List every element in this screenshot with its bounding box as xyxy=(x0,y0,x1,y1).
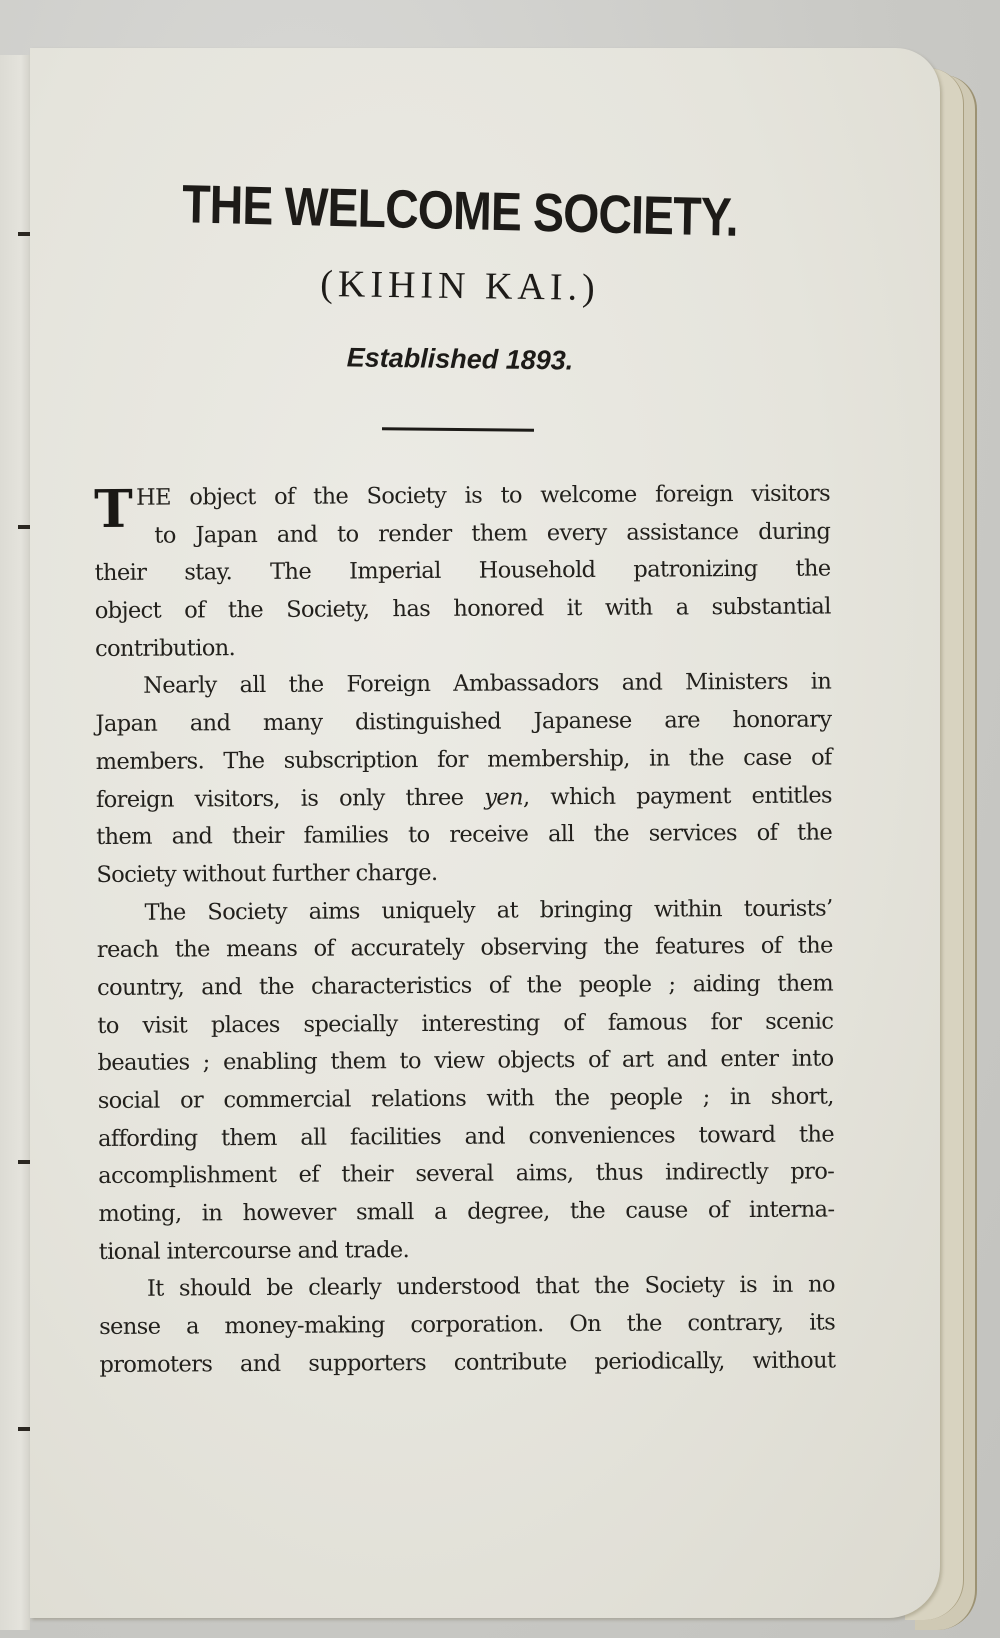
paragraph xyxy=(95,664,832,895)
text-line: their stay. The Imperial Household patronizing the xyxy=(94,555,831,587)
text-line: to visit places specially interesting of famous for scenic xyxy=(97,1008,834,1039)
text-line: beauties ; enabling them to view objects of art and enter into xyxy=(97,1045,834,1077)
body-text xyxy=(94,476,836,1385)
text-line: social or commercial relations with the people ; in short, xyxy=(97,1083,834,1114)
text-line: Nearly all the Foreign Ambassadors and Ministers in xyxy=(143,668,832,700)
text-line: country, and the characteristics of the people ; aiding them xyxy=(97,970,834,1001)
text-line: promoters and supporters contribute periodically, without xyxy=(99,1347,836,1378)
drop-cap: T xyxy=(93,478,133,540)
text-line: affording them all facilities and conveniences toward the xyxy=(97,1121,835,1152)
line-text: , which payment entitles xyxy=(522,781,833,810)
page-subtitle: (KIHIN KAI.) xyxy=(319,263,601,309)
text-line: them and their families to receive all the services of the xyxy=(96,819,833,851)
text-line: The Society aims uniquely at bringing within tourists’ xyxy=(144,895,833,926)
book-page xyxy=(30,48,940,1618)
page-title: THE WELCOME SOCIETY. xyxy=(181,174,739,248)
paragraph xyxy=(99,1267,836,1385)
text-line: members. The subscription for membership, in the case of xyxy=(95,744,832,775)
text-line: Japan and many distinguished Japanese are honorary xyxy=(95,706,832,738)
text-line: It should be clearly understood that the Society is in no xyxy=(146,1271,836,1303)
text-line: sense a money-making corporation. On the contrary, its xyxy=(99,1309,836,1341)
line-text: foreign visitors, is only three xyxy=(95,784,464,813)
line-text: HE object of the Society is to welcome foreign visitors xyxy=(136,480,831,511)
established-line: Established 1893. xyxy=(346,342,574,376)
text-line: contribution. xyxy=(94,634,236,662)
paragraph xyxy=(97,890,835,1271)
text-line: Society without further charge. xyxy=(96,859,438,888)
text-line: object of the Society, has honored it with a substantial xyxy=(94,593,831,625)
text-line: moting, in however small a degree, the cause of interna- xyxy=(98,1196,835,1228)
italic-word: yen xyxy=(484,783,524,811)
text-line xyxy=(96,777,832,819)
text-line: tional intercourse and trade. xyxy=(98,1236,410,1265)
paragraph xyxy=(94,476,831,669)
facing-page-edge xyxy=(0,55,30,1630)
text-line: accomplishment ef their several aims, thus indirectly pro- xyxy=(98,1158,835,1190)
divider-rule xyxy=(382,427,534,432)
text-line: to Japan and to render them every assistance during xyxy=(154,518,831,549)
text-line: reach the means of accurately observing the features of the xyxy=(96,932,833,964)
